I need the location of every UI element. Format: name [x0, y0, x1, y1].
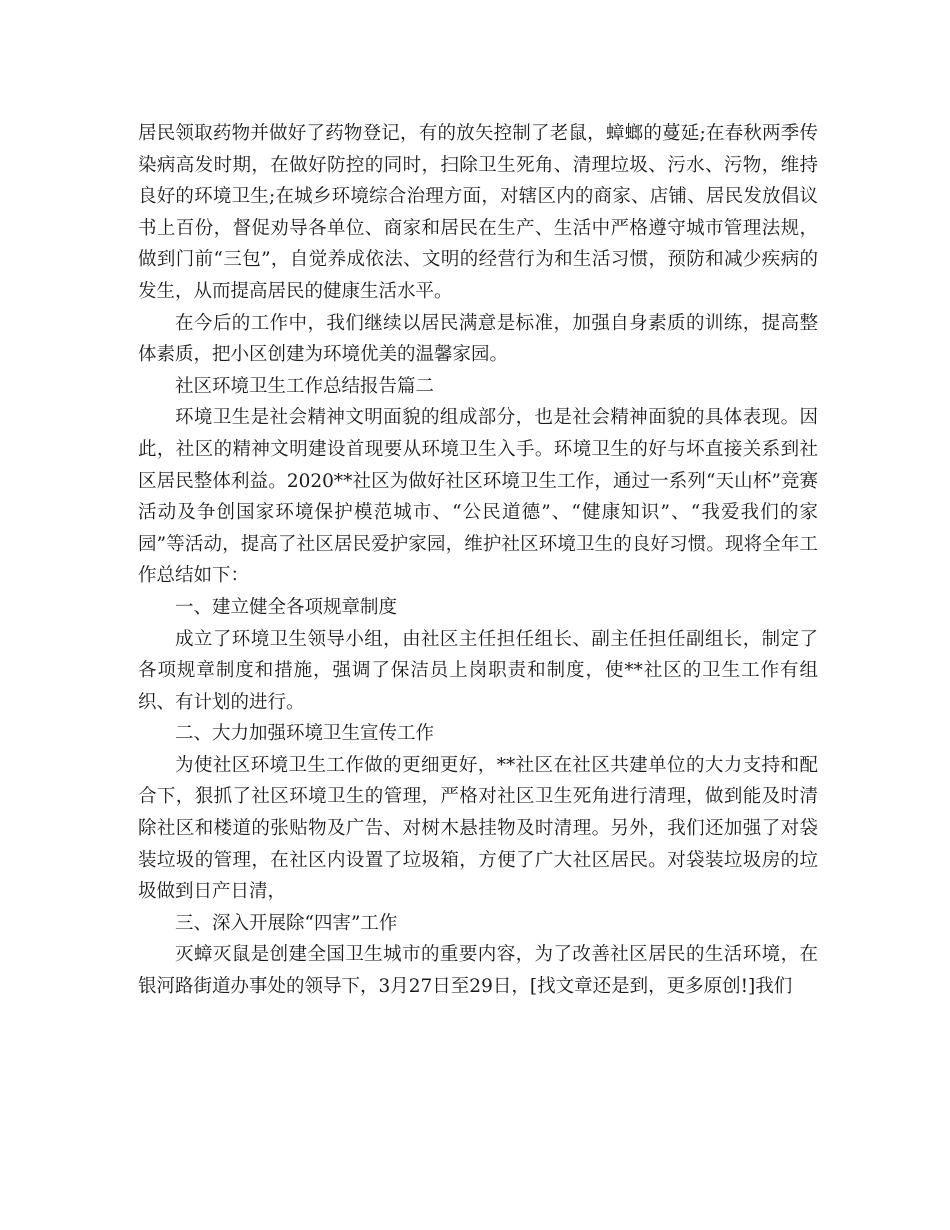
paragraph: 成立了环境卫生领导小组，由社区主任担任组长、副主任担任副组长，制定了各项规章制度和措施，强调了保洁员上岗职责和制度，使**社区的卫生工作有组织、有计划的进行。 [138, 628, 818, 713]
section-heading: 一、建立健全各项规章制度 [175, 596, 398, 618]
paragraph: 环境卫生是社会精神文明面貌的组成部分，也是社会精神面貌的具体表现。因此，社区的精神文明建设首现要从环境卫生入手。环境卫生的好与坏直接关系到社区居民整体利益。2020**社区为做好社区环境卫生工作，通过一系列“天山杯”竞赛活动及争创国家环境保护模范城市、“公民道德”、“健康知识”、“我爱我们的家园”等活动，提高了社区居民爱护家园，维护社区环境卫生的良好习惯。现将全年工作总结如下： [138, 407, 818, 587]
document-body [138, 118, 818, 1003]
section-title: 社区环境卫生工作总结报告篇二 [175, 375, 435, 397]
section-heading: 二、大力加强环境卫生宣传工作 [175, 723, 435, 745]
paragraph: 灭蟑灭鼠是创建全国卫生城市的重要内容，为了改善社区居民的生活环境，在银河路街道办事处的领导下，3月27日至29日，[找文章还是到，更多原创!]我们 [138, 944, 818, 998]
paragraph: 为使社区环境卫生工作做的更细更好，**社区在社区共建单位的大力支持和配合下，狠抓了社区环境卫生的管理，严格对社区卫生死角进行清理，做到能及时清除社区和楼道的张贴物及广告、对树木悬挂物及时清理。另外，我们还加强了对袋装垃圾的管理，在社区内设置了垃圾箱，方便了广大社区居民。对袋装垃圾房的垃圾做到日产日清， [138, 754, 818, 903]
paragraph: 居民领取药物并做好了药物登记，有的放矢控制了老鼠，蟑螂的蔓延;在春秋两季传染病高发时期，在做好防控的同时，扫除卫生死角、清理垃圾、污水、污物，维持良好的环境卫生;在城乡环境综合治理方面，对辖区内的商家、店铺、居民发放倡议书上百份，督促劝导各单位、商家和居民在生产、生活中严格遵守城市管理法规，做到门前“三包”，自觉养成依法、文明的经营行为和生活习惯，预防和减少疾病的发生，从而提高居民的健康生活水平。 [138, 123, 818, 302]
section-heading: 三、深入开展除“四害”工作 [175, 912, 398, 934]
paragraph: 在今后的工作中，我们继续以居民满意是标准，加强自身素质的训练，提高整体素质，把小区创建为环境优美的温馨家园。 [138, 312, 818, 366]
